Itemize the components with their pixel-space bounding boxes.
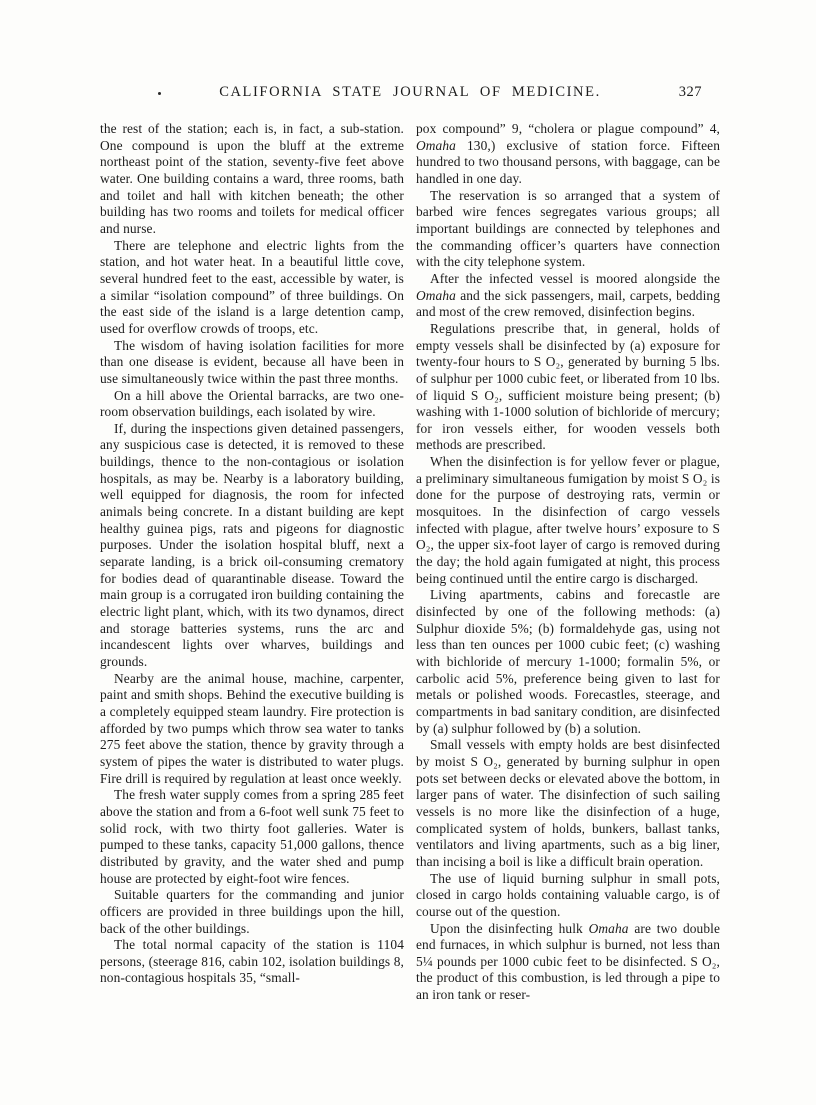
paragraph — [100, 421, 404, 671]
body-text: The wisdom of having isolation facilities for more than one disease is evident, because all have been in use simultaneously twice within the past three months. — [100, 337, 404, 386]
paragraph — [416, 188, 720, 271]
paragraph — [416, 271, 720, 321]
italic-text: Omaha — [416, 287, 456, 303]
body-text: Upon the disinfecting hulk — [430, 920, 589, 936]
body-text: Nearby are the animal house, machine, carpenter, paint and smith shops. Behind the executive building is a completely equipped steam laundry. Fire protection is afforded by two pumps which throw sea water to tanks 275 feet above the station, thence by gravity through a system of pipes the water is distributed to water plugs. Fire drill is required by regulation at least once weekly. — [100, 670, 404, 786]
paragraph — [416, 321, 720, 454]
paragraph — [416, 587, 720, 737]
paragraph — [416, 454, 720, 587]
paragraph — [416, 121, 720, 188]
paragraph — [100, 671, 404, 788]
paragraph — [100, 338, 404, 388]
italic-text: Omaha — [416, 137, 456, 153]
body-text: If, during the inspections given detained passengers, any suspicious case is detected, it is removed to these buildings, thence to the non-contagious or isolation hospitals, as may be. Nearby is a laboratory building, well equipped for diagnosis, the room for infected animals being concrete. In a distant building are kept healthy guinea pigs, rats and pigeons for diagnostic purposes. Under the isolation hospital bluff, next a separate landing, is a brick oil-consuming crematory for bodies dead of quarantinable disease. Toward the main group is a corrugated iron building containing the electric light plant, which, with its two dynamos, direct and storage batteries systems, runs the arc and incandescent lights over wharves, buildings and grounds. — [100, 420, 404, 669]
body-text: The reservation is so arranged that a system of barbed wire fences segregates various groups; all important buildings are connected by telephones and the commanding officer’s quarters have connection with the city telephone system. — [416, 187, 720, 270]
body-text: The total normal capacity of the station is 1104 persons, (steerage 816, cabin 102, isolation buildings 8, non-contagious hospitals 35, “small- — [100, 937, 404, 986]
page-number: 327 — [678, 84, 702, 100]
body-text: Living apartments, cabins and forecastle are disinfected by one of the following methods: (a) Sulphur dioxide 5%; (b) formaldehyde gas, using not less than ten ounces per 1000 cubic feet; (c) washing with bichloride of mercury 1-1000; formalin 5%, or carbolic acid 5%, preference being given to last for metals or polished woods. Forecastles, steerage, and compartments in bad sanitary condition, are disinfected by (a) sulphur followed by (b) a solution. — [416, 587, 720, 736]
body-text: 130,) exclusive of station force. Fifteen hundred to two thousand persons, with baggage, can be handled in one day. — [416, 137, 720, 186]
body-text: There are telephone and electric lights from the station, and hot water heat. In a beautiful little cove, several hundred feet to the east, accessible by water, is a similar “isolation compound” of three buildings. On the east side of the island is a large detention camp, used for overflow crowds of troops, etc. — [100, 237, 404, 336]
journal-title: CALIFORNIA STATE JOURNAL OF MEDICINE. — [219, 84, 601, 100]
paragraph — [416, 871, 720, 921]
body-text: The fresh water supply comes from a spring 285 feet above the station and from a 6-foot well sunk 75 feet to solid rock, with two thirty foot galleries. Water is pumped to these tanks, capacity 51,000 gallons, thence distributed by gravity, and the water shed and pump house are protected by eight-foot wire fences. — [100, 787, 404, 886]
paragraph — [100, 787, 404, 887]
paragraph — [100, 937, 404, 987]
body-text: pox compound” 9, “cholera or plague compound” 4, — [416, 121, 720, 136]
body-text: the rest of the station; each is, in fact, a sub-station. One compound is upon the bluff at the extreme northeast point of the station, seventy-five feet above water. One building contains a ward, three rooms, bath and toilet and hall with kitchen beneath; the other building has two rooms and toilets for medical officer and nurse. — [100, 121, 404, 236]
paragraph — [100, 238, 404, 338]
body-text: Small vessels with empty holds are best disinfected by moist S O₂, generated by burning sulphur in open pots set between decks or elevated above the bottom, in larger pans of water. The disinfection of such sailing vessels is no more like the disinfection of a huge, complicated system of holds, bunkers, ballast tanks, ventilators and living apartments, such as a big liner, than incising a boil is like a difficult brain operation. — [416, 737, 720, 869]
body-text: On a hill above the Oriental barracks, are two one-room observation buildings, each isolated by wire. — [100, 387, 404, 420]
paragraph — [416, 737, 720, 870]
italic-text: Omaha — [588, 920, 629, 936]
paragraph — [416, 921, 720, 1004]
paragraph — [100, 388, 404, 421]
body-text: The use of liquid burning sulphur in small pots, closed in cargo holds containing valuable cargo, is of course out of the question. — [416, 870, 720, 919]
page-body — [100, 121, 720, 1004]
body-text: Regulations prescribe that, in general, holds of empty vessels shall be disinfected by (a) exposure for twenty-four hours to S O₂, generated by burning 5 lbs. of sulphur per 1000 cubic feet, or liberated from 10 lbs. of liquid S O₂, sufficient moisture being present; (b) washing with 1-1000 solution of bichloride of mercury; for iron vessels either, for wooden vessels both methods are prescribed. — [416, 320, 720, 453]
right-column — [416, 121, 720, 1004]
body-text: Suitable quarters for the commanding and junior officers are provided in three buildings upon the hill, back of the other buildings. — [100, 887, 404, 936]
paragraph — [100, 887, 404, 937]
body-text: When the disinfection is for yellow fever or plague, a preliminary simultaneous fumigation by moist S O₂ is done for the purpose of destroying rats, vermin or mosquitoes. In the disinfection of cargo vessels infected with plague, after twelve hours’ exposure to S O₂, the upper six-foot layer of cargo is removed during the day; the hold again fumigated at night, this process being continued until the entire cargo is discharged. — [416, 454, 720, 586]
body-text: are two double end furnaces, in which sulphur is burned, not less than 5¼ pounds per 1000 cubic feet to be disinfected. S O₂, the product of this combustion, is led through a pipe to an iron tank or reser- — [416, 920, 720, 1003]
body-text: After the infected vessel is moored alongside the — [430, 270, 720, 286]
body-text: and the sick passengers, mail, carpets, bedding and most of the crew removed, disinfection begins. — [416, 287, 720, 320]
paragraph — [100, 121, 404, 238]
left-column — [100, 121, 404, 1004]
running-head — [100, 84, 720, 106]
